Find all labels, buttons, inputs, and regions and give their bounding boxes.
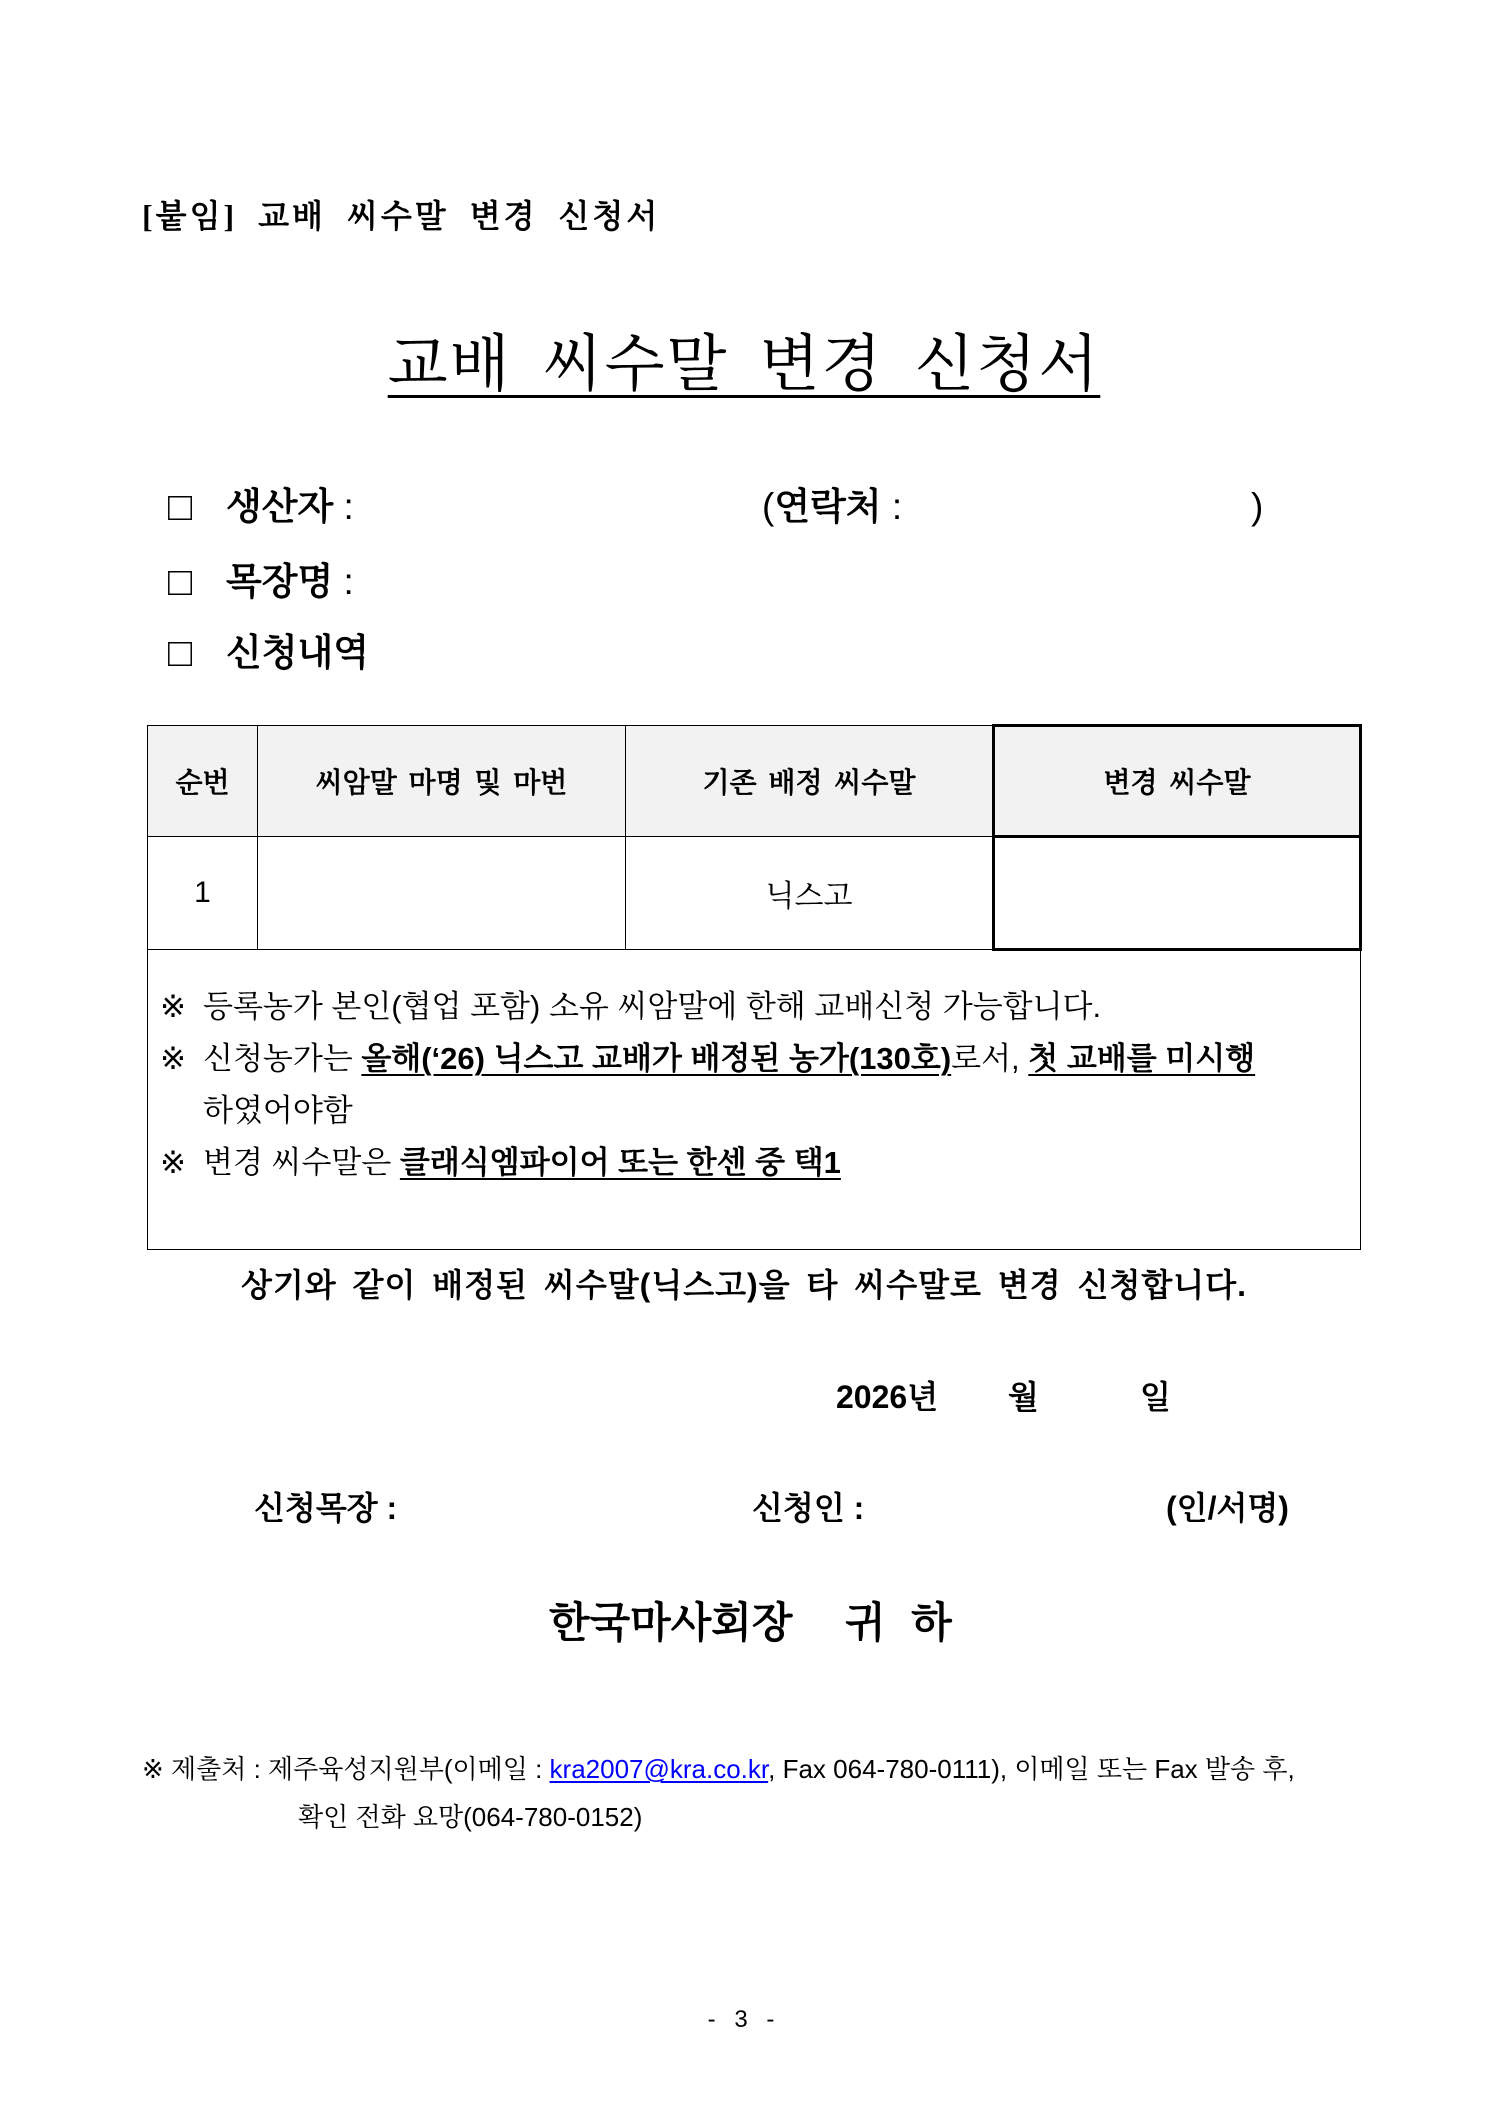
request-table	[147, 724, 1362, 1250]
table-header-row	[148, 726, 1361, 837]
application-statement: 상기와 같이 배정된 씨수말(닉스고)을 타 씨수말로 변경 신청합니다.	[240, 1267, 1248, 1303]
recipient-honorific: 귀 하	[845, 1599, 952, 1646]
note-emphasis: 첫 교배를 미시행	[1028, 1041, 1256, 1076]
contact-field	[762, 482, 902, 532]
date-year: 2026년	[836, 1379, 939, 1415]
farm-field	[226, 557, 354, 607]
signature-applicant-label: 신청인 :	[752, 1490, 865, 1526]
attachment-label: [붙임] 교배 씨수말 변경 신청서	[142, 198, 661, 234]
form-title: 교배 씨수말 변경 신청서	[387, 330, 1101, 399]
request-checkbox: □	[168, 631, 193, 675]
cell-new-stallion[interactable]	[994, 837, 1361, 950]
contact-label: 연락처	[774, 486, 882, 527]
submission-suffix: , Fax 064-780-0111), 이메일 또는 Fax 발송 후,	[768, 1754, 1295, 1784]
header-no: 순번	[148, 726, 258, 837]
signature-farm-label: 신청목장 :	[254, 1490, 398, 1526]
contact-colon: :	[891, 486, 903, 527]
producer-label: 생산자	[226, 486, 334, 527]
note-text: 로서,	[951, 1041, 1029, 1076]
header-new-stallion: 변경 씨수말	[994, 726, 1361, 837]
note-emphasis: 올해(‘26) 닉스고 교배가 배정된 농가(130호)	[361, 1041, 952, 1076]
cell-mare[interactable]	[258, 837, 626, 950]
form-title-row	[0, 325, 1488, 405]
request-label: 신청내역	[226, 632, 369, 673]
farm-colon: :	[343, 561, 354, 602]
producer-field	[226, 482, 354, 532]
producer-checkbox: □	[168, 485, 193, 529]
contact-open-paren: (	[762, 486, 775, 527]
header-assigned-stallion: 기존 배정 씨수말	[626, 726, 994, 837]
submission-prefix: ※ 제출처 : 제주육성지원부(이메일 :	[142, 1754, 550, 1784]
date-month: 월	[1008, 1379, 1039, 1415]
submission-line-1	[142, 1751, 1295, 1787]
signature-seal-note: (인/서명)	[1166, 1490, 1289, 1526]
note-1	[160, 981, 1360, 1033]
reference-mark: ※	[160, 1145, 186, 1180]
reference-mark: ※	[160, 989, 186, 1024]
note-text: 신청농가는	[203, 1041, 362, 1076]
cell-no: 1	[148, 837, 258, 950]
reference-mark: ※	[160, 1041, 186, 1076]
note-2-continuation: 하였어야함	[203, 1093, 353, 1128]
farm-checkbox: □	[168, 560, 193, 604]
page-number: - 3 -	[707, 2006, 781, 2033]
producer-colon: :	[343, 486, 354, 527]
note-text: 등록농가 본인(협업 포함) 소유 씨암말에 한해 교배신청 가능합니다.	[203, 989, 1102, 1024]
date-day: 일	[1140, 1379, 1171, 1415]
contact-close-paren: )	[1251, 486, 1264, 527]
table-row	[148, 837, 1361, 950]
farm-label: 목장명	[226, 561, 334, 602]
table-notes-row	[148, 950, 1361, 1250]
note-emphasis: 클래식엠파이어 또는 한센 중 택1	[399, 1145, 841, 1180]
note-3	[160, 1137, 1360, 1189]
submission-line-2: 확인 전화 요망(064-780-0152)	[298, 1802, 643, 1832]
note-text: 변경 씨수말은	[203, 1145, 400, 1180]
cell-assigned-stallion: 닉스고	[626, 837, 994, 950]
notes-cell	[148, 950, 1361, 1250]
recipient-name: 한국마사회장	[549, 1599, 793, 1646]
header-mare: 씨암말 마명 및 마번	[258, 726, 626, 837]
email-link[interactable]: kra2007@kra.co.kr	[549, 1754, 769, 1784]
note-2	[160, 1033, 1360, 1085]
